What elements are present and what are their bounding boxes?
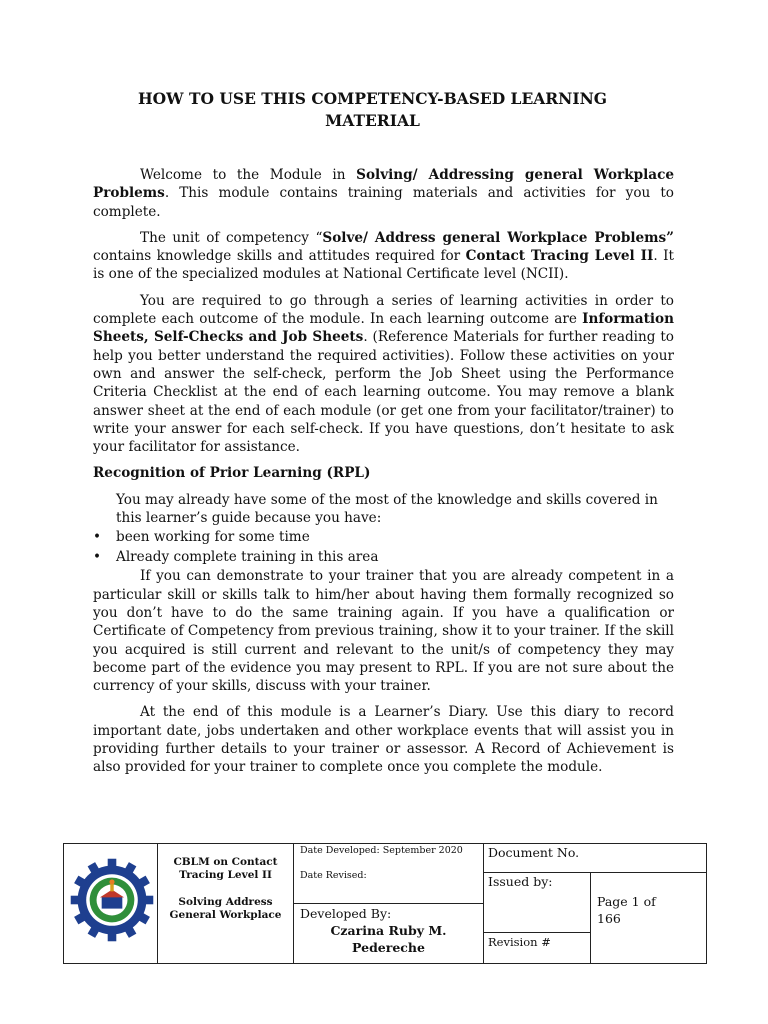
list-item: • Already complete training in this area <box>93 547 674 567</box>
page-number-cell <box>591 873 706 963</box>
rpl-bullet-list <box>93 527 674 567</box>
date-developed: Date Developed: September 2020 <box>300 845 463 856</box>
cblm-info-cell <box>158 844 294 963</box>
title-line-2: MATERIAL <box>325 111 420 130</box>
activities-paragraph: You are required to go through a series of learning activities in order to complete each outcome of the module. In each learning outcome are Information Sheets, Self-Checks and Job Sheets. (Reference Materials for further reading to help you better understand the required activities). Follow these activities on your own and answer the self-check, perform the Job Sheet using the Performance Criteria Checklist at the end of each learning outcome. You may remove a blank answer sheet at the end of each module (or get one from your facilitator/trainer) to write your answer for each self-check. If you have questions, don’t hesitate to ask your facilitator for assistance. <box>93 292 674 456</box>
document-no-label: Document No. <box>488 845 580 860</box>
revision-label: Revision # <box>488 935 551 949</box>
issued-by-cell <box>484 873 591 933</box>
page-number: Page 1 of 166 <box>597 894 656 926</box>
welcome-paragraph: Welcome to the Module in Solving/ Addressing general Workplace Problems. This module contains training materials and activities for you to complete. <box>93 167 674 220</box>
developed-by-label: Developed By: <box>300 906 392 921</box>
cblm-title: CBLM on Contact Tracing Level II <box>173 856 278 881</box>
diary-paragraph: At the end of this module is a Learner’s Diary. Use this diary to record important date, jobs undertaken and other workplace events that will assist you in providing further details to your trainer or assessor. A Record of Achievement is also provided for your trainer to complete once you complete the module. <box>93 704 674 776</box>
list-item: • been working for some time <box>93 527 674 547</box>
date-revised: Date Revised: <box>300 870 367 881</box>
institution-logo <box>69 857 155 943</box>
issued-by-label: Issued by: <box>488 874 553 889</box>
page-title <box>95 88 650 132</box>
document-number-cell <box>484 844 706 873</box>
logo-cell <box>64 844 158 963</box>
unit-paragraph: The unit of competency “Solve/ Address general Workplace Problems” contains knowledge skills and attitudes required for Contact Tracing Level II. It is one of the specialized modules at National Certificate level (NCII). <box>93 229 674 283</box>
rpl-intro: You may already have some of the most of the knowledge and skills covered in this learner’s guide because you have: <box>116 491 658 527</box>
revision-cell <box>484 933 591 963</box>
body-text <box>93 166 674 777</box>
dates-cell <box>294 844 484 904</box>
rpl-paragraph: If you can demonstrate to your trainer that you are already competent in a particular skill or skills talk to him/her about having them formally recognized so you don’t have to do the same training again. If you have a qualification or Certificate of Competency from previous training, show it to your trainer. If the skill you acquired is still current and relevant to the unit/s of competency they may become part of the evidence you may present to RPL. If you are not sure about the currency of your skills, discuss with your trainer. <box>93 568 674 695</box>
author-name: Czarina Ruby M. Pedereche <box>330 923 447 955</box>
rpl-heading: Recognition of Prior Learning (RPL) <box>93 465 371 482</box>
footer-table <box>63 843 707 964</box>
title-line-1: HOW TO USE THIS COMPETENCY-BASED LEARNING <box>138 89 607 108</box>
module-title: Solving Address General Workplace <box>169 896 282 921</box>
developer-cell <box>294 904 484 963</box>
